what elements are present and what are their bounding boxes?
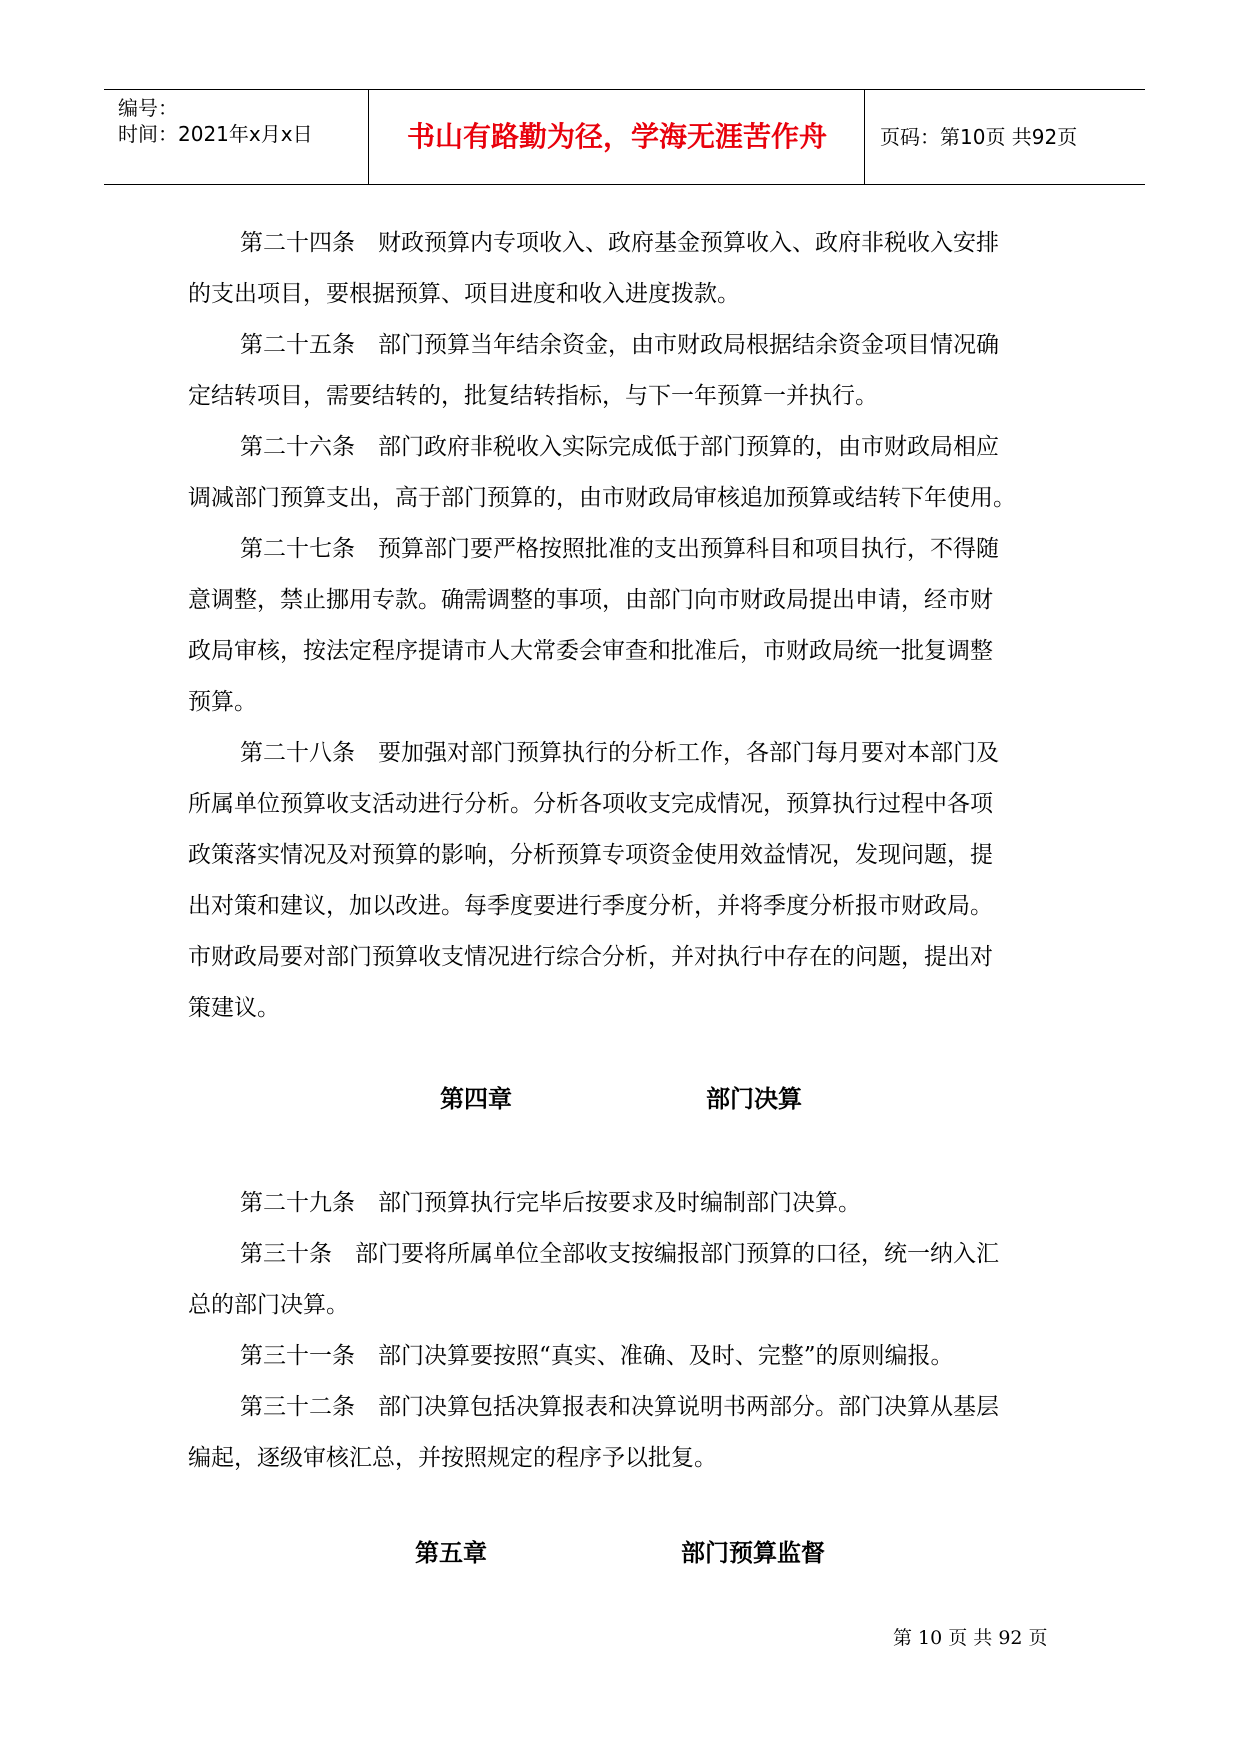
article-25 (188, 320, 1068, 422)
article-line: 第二十九条 部门预算执行完毕后按要求及时编制部门决算。 (240, 1190, 861, 1216)
article-line: 定结转项目，需要结转的，批复结转指标，与下一年预算一并执行。 (188, 383, 878, 409)
article-line: 出对策和建议，加以改进。每季度要进行季度分析，并将季度分析报市财政局。 (188, 893, 993, 919)
article-line: 第二十六条 部门政府非税收入实际完成低于部门预算的，由市财政局相应 (240, 434, 999, 460)
article-line: 的支出项目，要根据预算、项目进度和收入进度拨款。 (188, 281, 740, 307)
article-28 (188, 728, 1068, 1034)
article-line: 第二十四条 财政预算内专项收入、政府基金预算收入、政府非税收入安排 (240, 230, 999, 256)
article-line: 策建议。 (188, 995, 280, 1021)
article-29 (188, 1178, 1068, 1229)
article-line: 政策落实情况及对预算的影响，分析预算专项资金使用效益情况，发现问题，提 (188, 842, 993, 868)
article-line: 第三十一条 部门决算要按照“真实、准确、及时、完整”的原则编报。 (240, 1343, 954, 1369)
header-page-cell (866, 90, 1145, 184)
article-line: 意调整，禁止挪用专款。确需调整的事项，由部门向市财政局提出申请，经市财 (188, 587, 993, 613)
document-time-label: 时间：2021年x月x日 (118, 122, 313, 146)
article-line: 第二十五条 部门预算当年结余资金，由市财政局根据结余资金项目情况确 (240, 332, 999, 358)
header-motto-cell (370, 90, 865, 184)
article-line: 调减部门预算支出，高于部门预算的，由市财政局审核追加预算或结转下年使用。 (188, 485, 1016, 511)
article-line: 编起，逐级审核汇总，并按照规定的程序予以批复。 (188, 1445, 717, 1471)
article-line: 预算。 (188, 689, 257, 715)
article-line: 市财政局要对部门预算收支情况进行综合分析，并对执行中存在的问题，提出对 (188, 944, 993, 970)
page-header (104, 89, 1145, 185)
article-line: 第三十二条 部门决算包括决算报表和决算说明书两部分。部门决算从基层 (240, 1394, 999, 1420)
article-31 (188, 1331, 1068, 1382)
article-32 (188, 1382, 1068, 1484)
article-30 (188, 1229, 1068, 1331)
document-number-label: 编号： (118, 96, 178, 120)
article-line: 所属单位预算收支活动进行分析。分析各项收支完成情况，预算执行过程中各项 (188, 791, 993, 817)
article-27 (188, 524, 1068, 728)
chapter-4-title: 部门决算 (706, 1084, 802, 1113)
header-page-code: 页码：第10页 共92页 (880, 125, 1078, 149)
chapter-5-number: 第五章 (415, 1538, 487, 1567)
page-footer: 第 10 页 共 92 页 (893, 1627, 1048, 1649)
chapter-5-title: 部门预算监督 (681, 1538, 825, 1567)
article-line: 总的部门决算。 (188, 1292, 349, 1318)
article-line: 第二十七条 预算部门要严格按照批准的支出预算科目和项目执行，不得随 (240, 536, 999, 562)
article-line: 第二十八条 要加强对部门预算执行的分析工作，各部门每月要对本部门及 (240, 740, 999, 766)
header-motto: 书山有路勤为径，学海无涯苦作舟 (406, 120, 827, 153)
header-info-cell (104, 90, 369, 184)
chapter-4-number: 第四章 (440, 1084, 512, 1113)
article-line: 政局审核，按法定程序提请市人大常委会审查和批准后，市财政局统一批复调整 (188, 638, 993, 664)
article-24 (188, 218, 1068, 320)
article-26 (188, 422, 1068, 524)
article-line: 第三十条 部门要将所属单位全部收支按编报部门预算的口径，统一纳入汇 (240, 1241, 999, 1267)
